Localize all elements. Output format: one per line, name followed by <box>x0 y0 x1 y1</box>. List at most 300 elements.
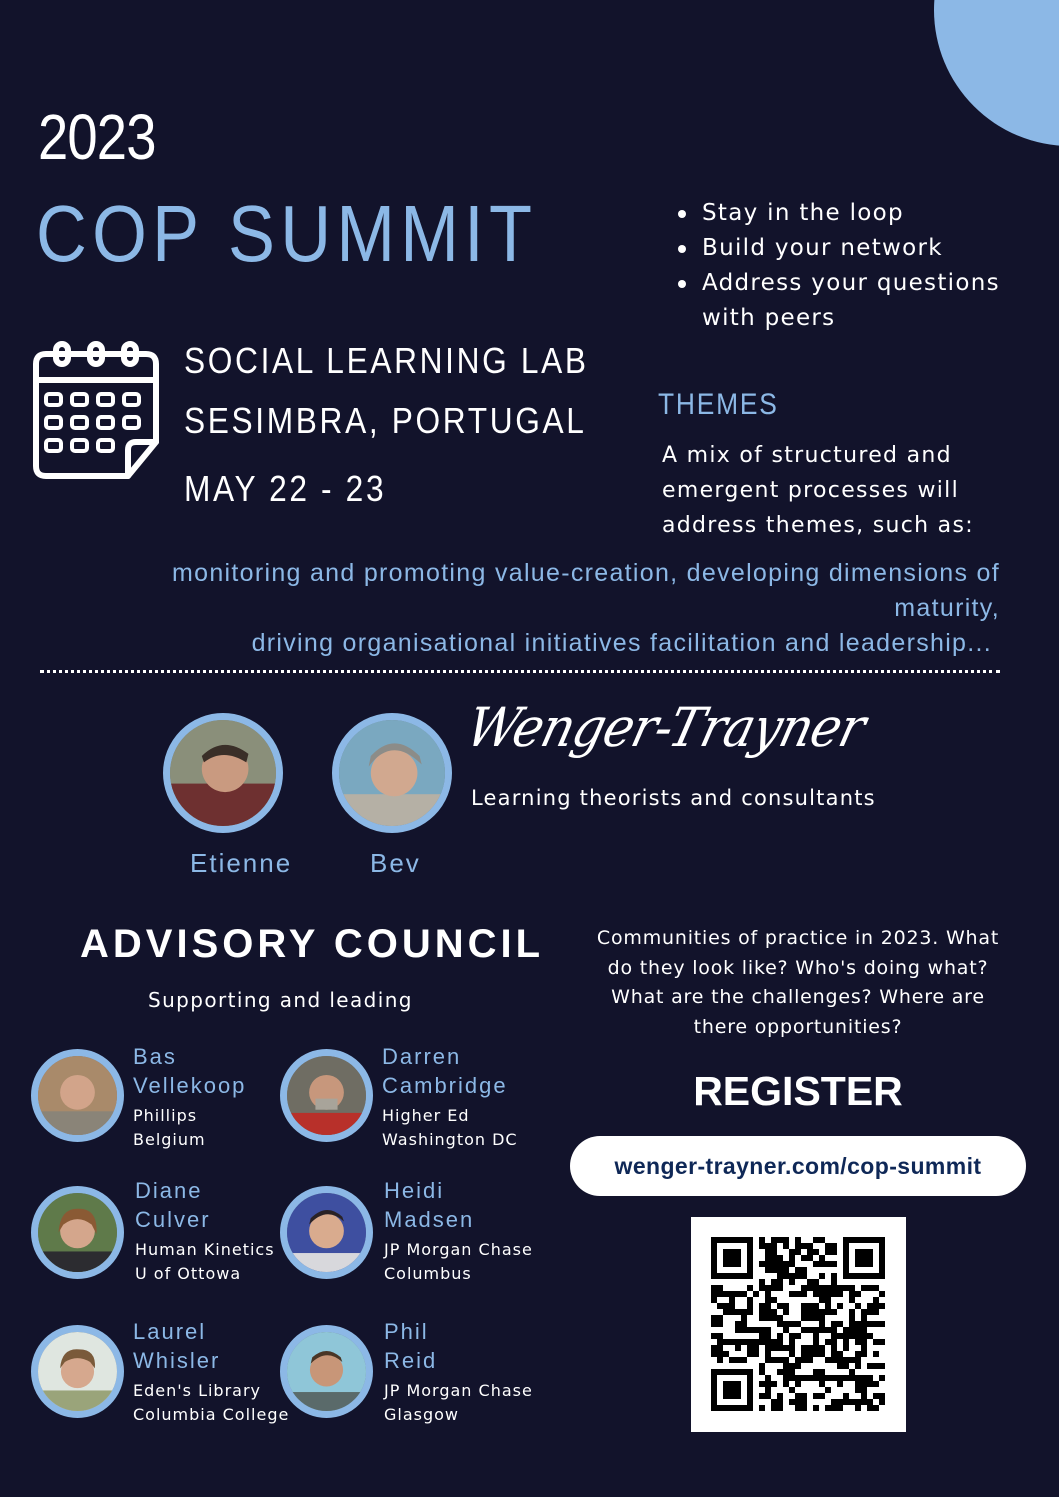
qr-module <box>849 1291 855 1297</box>
qr-module <box>735 1237 741 1243</box>
benefit-item: Address your questions with peers <box>672 266 1032 336</box>
qr-module <box>807 1357 813 1363</box>
qr-module <box>861 1285 867 1291</box>
qr-module <box>795 1291 801 1297</box>
qr-module <box>801 1327 807 1333</box>
qr-module <box>879 1393 885 1399</box>
qr-module <box>861 1273 867 1279</box>
qr-module <box>801 1351 807 1357</box>
qr-module <box>777 1273 783 1279</box>
qr-module <box>747 1297 753 1303</box>
qr-module <box>771 1261 777 1267</box>
qr-module <box>771 1243 777 1249</box>
qr-module <box>873 1363 879 1369</box>
qr-module <box>837 1291 843 1297</box>
qr-module <box>813 1351 819 1357</box>
qr-module <box>825 1291 831 1297</box>
qr-module <box>747 1351 753 1357</box>
qr-module <box>747 1393 753 1399</box>
qr-module <box>843 1273 849 1279</box>
qr-module <box>801 1357 807 1363</box>
qr-module <box>723 1303 729 1309</box>
register-link[interactable]: wenger-trayner.com/cop-summit <box>570 1136 1026 1196</box>
qr-module <box>711 1249 717 1255</box>
qr-module <box>819 1393 825 1399</box>
qr-module <box>867 1375 873 1381</box>
qr-module <box>789 1249 795 1255</box>
qr-module <box>789 1399 795 1405</box>
member-location: Washington DC <box>382 1130 518 1149</box>
qr-module <box>717 1273 723 1279</box>
qr-module <box>723 1381 729 1387</box>
qr-module <box>861 1387 867 1393</box>
qr-module <box>723 1261 729 1267</box>
qr-module <box>867 1309 873 1315</box>
qr-module <box>861 1393 867 1399</box>
qr-module <box>795 1333 801 1339</box>
qr-module <box>861 1309 867 1315</box>
qr-module <box>813 1375 819 1381</box>
council-subheading: Supporting and leading <box>148 988 413 1012</box>
qr-module <box>825 1387 831 1393</box>
qr-module <box>759 1303 765 1309</box>
qr-module <box>741 1291 747 1297</box>
qr-module <box>789 1363 795 1369</box>
qr-module <box>873 1285 879 1291</box>
qr-module <box>723 1255 729 1261</box>
qr-module <box>813 1333 819 1339</box>
qr-module <box>789 1351 795 1357</box>
qr-module <box>765 1285 771 1291</box>
themes-intro: A mix of structured and emergent processes will address themes, such as: <box>662 443 974 538</box>
qr-module <box>813 1345 819 1351</box>
qr-module <box>711 1393 717 1399</box>
qr-module <box>759 1261 765 1267</box>
qr-module <box>771 1309 777 1315</box>
qr-module <box>837 1357 843 1363</box>
qr-module <box>879 1267 885 1273</box>
qr-module <box>723 1393 729 1399</box>
qr-module <box>783 1375 789 1381</box>
qr-module <box>831 1357 837 1363</box>
qr-module <box>717 1315 723 1321</box>
qr-module <box>855 1273 861 1279</box>
qr-module <box>867 1321 873 1327</box>
qr-module <box>819 1261 825 1267</box>
qr-module <box>819 1297 825 1303</box>
qr-module <box>771 1279 777 1285</box>
qr-module <box>879 1237 885 1243</box>
qr-module <box>843 1333 849 1339</box>
qr-module <box>831 1285 837 1291</box>
qr-module <box>717 1339 723 1345</box>
qr-module <box>765 1387 771 1393</box>
member-first-name: Bas <box>133 1044 177 1069</box>
qr-module <box>771 1237 777 1243</box>
qr-module <box>765 1315 771 1321</box>
qr-module <box>831 1405 837 1411</box>
qr-module <box>867 1399 873 1405</box>
qr-module <box>711 1369 717 1375</box>
qr-module <box>747 1255 753 1261</box>
qr-module <box>813 1309 819 1315</box>
qr-module <box>837 1381 843 1387</box>
event-dates: MAY 22 - 23 <box>184 468 387 509</box>
qr-module <box>843 1261 849 1267</box>
qr-module <box>741 1357 747 1363</box>
qr-module <box>831 1243 837 1249</box>
avatar-etienne <box>163 713 283 833</box>
qr-module <box>849 1237 855 1243</box>
qr-module <box>855 1237 861 1243</box>
qr-module <box>831 1273 837 1279</box>
qr-module <box>747 1375 753 1381</box>
qr-module <box>861 1327 867 1333</box>
qr-module <box>807 1351 813 1357</box>
qr-module <box>873 1237 879 1243</box>
qr-module <box>801 1303 807 1309</box>
qr-module <box>849 1375 855 1381</box>
member-organization: JP Morgan Chase <box>384 1381 533 1400</box>
qr-module <box>837 1363 843 1369</box>
qr-module <box>717 1369 723 1375</box>
qr-module <box>843 1249 849 1255</box>
qr-module <box>723 1339 729 1345</box>
qr-module <box>807 1255 813 1261</box>
qr-module <box>735 1357 741 1363</box>
qr-module <box>765 1267 771 1273</box>
member-location: U of Ottowa <box>135 1264 242 1283</box>
qr-module <box>801 1315 807 1321</box>
avatar-bev <box>332 713 452 833</box>
qr-module <box>735 1339 741 1345</box>
qr-module <box>759 1327 765 1333</box>
member-first-name: Diane <box>135 1178 203 1203</box>
qr-module <box>711 1237 717 1243</box>
qr-module <box>783 1327 789 1333</box>
qr-module <box>813 1369 819 1375</box>
qr-module <box>801 1255 807 1261</box>
council-member <box>382 1042 518 1152</box>
qr-module <box>777 1237 783 1243</box>
qr-module <box>735 1291 741 1297</box>
qr-module <box>849 1321 855 1327</box>
qr-module <box>843 1267 849 1273</box>
qr-module <box>735 1387 741 1393</box>
qr-module <box>747 1285 753 1291</box>
qr-module <box>711 1315 717 1321</box>
qr-module <box>849 1285 855 1291</box>
qr-module <box>759 1243 765 1249</box>
qr-module <box>837 1321 843 1327</box>
qr-module <box>855 1351 861 1357</box>
qr-module <box>867 1405 873 1411</box>
benefit-item: Build your network <box>672 231 1032 266</box>
qr-module <box>747 1249 753 1255</box>
qr-module <box>831 1291 837 1297</box>
qr-module <box>843 1399 849 1405</box>
qr-module <box>735 1255 741 1261</box>
qr-module <box>735 1381 741 1387</box>
qr-module <box>759 1285 765 1291</box>
qr-module <box>819 1327 825 1333</box>
hosts-tagline: Learning theorists and consultants <box>471 786 876 810</box>
qr-module <box>801 1267 807 1273</box>
qr-module <box>759 1363 765 1369</box>
qr-module <box>831 1375 837 1381</box>
qr-module <box>747 1369 753 1375</box>
council-member <box>133 1042 246 1152</box>
qr-module <box>819 1273 825 1279</box>
qr-module <box>861 1339 867 1345</box>
qr-module <box>849 1309 855 1315</box>
qr-module <box>765 1333 771 1339</box>
qr-module <box>711 1285 717 1291</box>
qr-module <box>879 1243 885 1249</box>
qr-module <box>711 1321 717 1327</box>
qr-module <box>741 1309 747 1315</box>
summit-intro: Communities of practice in 2023. What do they look like? Who's doing what? What are the challenges? Where are there opportunities? <box>596 927 1000 1038</box>
qr-module <box>741 1273 747 1279</box>
qr-module <box>735 1369 741 1375</box>
qr-module <box>795 1405 801 1411</box>
benefits-list <box>672 196 1032 336</box>
qr-module <box>813 1285 819 1291</box>
avatar-laurel-whisler <box>31 1325 124 1418</box>
qr-module <box>783 1309 789 1315</box>
qr-module <box>861 1375 867 1381</box>
qr-module <box>855 1375 861 1381</box>
event-year: 2023 <box>38 101 156 173</box>
qr-module <box>819 1375 825 1381</box>
qr-module <box>777 1333 783 1339</box>
qr-module <box>771 1249 777 1255</box>
qr-module <box>855 1333 861 1339</box>
qr-module <box>747 1243 753 1249</box>
qr-module <box>717 1357 723 1363</box>
qr-module <box>867 1273 873 1279</box>
council-member <box>133 1317 289 1427</box>
qr-module <box>771 1267 777 1273</box>
qr-module <box>849 1399 855 1405</box>
qr-module <box>789 1261 795 1267</box>
qr-module <box>765 1255 771 1261</box>
host-name: Etienne <box>190 848 293 878</box>
qr-module <box>723 1351 729 1357</box>
qr-module <box>771 1345 777 1351</box>
qr-module <box>771 1357 777 1363</box>
qr-module <box>729 1255 735 1261</box>
qr-module <box>777 1399 783 1405</box>
qr-module <box>855 1399 861 1405</box>
qr-module <box>759 1339 765 1345</box>
qr-module <box>825 1327 831 1333</box>
qr-module <box>813 1261 819 1267</box>
qr-module <box>819 1381 825 1387</box>
qr-module <box>867 1303 873 1309</box>
qr-module <box>729 1339 735 1345</box>
qr-module <box>843 1357 849 1363</box>
qr-module <box>711 1267 717 1273</box>
qr-module <box>837 1405 843 1411</box>
qr-module <box>747 1309 753 1315</box>
qr-module <box>747 1339 753 1345</box>
qr-module <box>765 1291 771 1297</box>
qr-module <box>879 1291 885 1297</box>
qr-module <box>711 1297 717 1303</box>
qr-module <box>765 1327 771 1333</box>
qr-module <box>771 1297 777 1303</box>
qr-module <box>825 1309 831 1315</box>
qr-module <box>789 1387 795 1393</box>
member-last-name: Reid <box>384 1348 438 1373</box>
qr-module <box>843 1345 849 1351</box>
qr-module <box>783 1303 789 1309</box>
qr-module <box>813 1405 819 1411</box>
qr-module <box>723 1291 729 1297</box>
qr-module <box>813 1393 819 1399</box>
qr-module <box>813 1339 819 1345</box>
qr-module <box>855 1261 861 1267</box>
qr-module <box>729 1291 735 1297</box>
council-member <box>135 1176 275 1286</box>
member-location: Columbus <box>384 1264 472 1283</box>
qr-module <box>765 1303 771 1309</box>
qr-module <box>879 1261 885 1267</box>
qr-module <box>879 1375 885 1381</box>
qr-module <box>795 1381 801 1387</box>
qr-module <box>789 1273 795 1279</box>
qr-module <box>711 1399 717 1405</box>
qr-module <box>747 1237 753 1243</box>
member-organization: Human Kinetics <box>135 1240 275 1259</box>
qr-module <box>837 1351 843 1357</box>
council-member <box>384 1317 533 1427</box>
qr-module <box>867 1255 873 1261</box>
member-first-name: Heidi <box>384 1178 445 1203</box>
qr-module <box>819 1321 825 1327</box>
qr-module <box>873 1273 879 1279</box>
member-organization: Phillips <box>133 1106 198 1125</box>
qr-module <box>807 1309 813 1315</box>
qr-module <box>717 1291 723 1297</box>
qr-module <box>717 1351 723 1357</box>
qr-module <box>729 1357 735 1363</box>
qr-module <box>813 1315 819 1321</box>
qr-module <box>777 1261 783 1267</box>
qr-module <box>831 1249 837 1255</box>
qr-module <box>759 1309 765 1315</box>
qr-module <box>831 1321 837 1327</box>
qr-module <box>825 1249 831 1255</box>
calendar-icon <box>30 338 162 484</box>
qr-module <box>855 1249 861 1255</box>
qr-module <box>741 1321 747 1327</box>
qr-module <box>801 1285 807 1291</box>
qr-module <box>849 1315 855 1321</box>
qr-module <box>867 1381 873 1387</box>
qr-module <box>741 1315 747 1321</box>
qr-module <box>807 1243 813 1249</box>
qr-module <box>729 1309 735 1315</box>
qr-module <box>777 1279 783 1285</box>
member-location: Belgium <box>133 1130 206 1149</box>
qr-module <box>831 1345 837 1351</box>
qr-module <box>783 1345 789 1351</box>
qr-module <box>861 1321 867 1327</box>
qr-module <box>735 1327 741 1333</box>
qr-module <box>819 1285 825 1291</box>
qr-module <box>711 1345 717 1351</box>
qr-module <box>813 1249 819 1255</box>
qr-module <box>777 1393 783 1399</box>
qr-module <box>837 1333 843 1339</box>
qr-module <box>747 1273 753 1279</box>
qr-module <box>879 1303 885 1309</box>
qr-module <box>795 1237 801 1243</box>
qr-module <box>777 1255 783 1261</box>
qr-module <box>765 1297 771 1303</box>
qr-module <box>843 1393 849 1399</box>
themes-line: driving organisational initiatives facilitation and leadership... <box>251 629 992 657</box>
qr-module <box>819 1351 825 1357</box>
qr-module <box>867 1333 873 1339</box>
qr-module <box>753 1339 759 1345</box>
qr-module <box>717 1333 723 1339</box>
qr-module <box>771 1381 777 1387</box>
qr-module <box>825 1297 831 1303</box>
qr-module <box>843 1327 849 1333</box>
qr-module <box>765 1357 771 1363</box>
qr-module <box>801 1243 807 1249</box>
qr-module <box>819 1309 825 1315</box>
qr-module <box>735 1405 741 1411</box>
qr-module <box>747 1261 753 1267</box>
qr-module <box>867 1261 873 1267</box>
qr-module <box>729 1249 735 1255</box>
qr-module <box>729 1405 735 1411</box>
qr-module <box>789 1255 795 1261</box>
section-divider <box>40 670 1000 673</box>
qr-module <box>777 1357 783 1363</box>
qr-module <box>711 1273 717 1279</box>
qr-module <box>741 1327 747 1333</box>
qr-module <box>753 1291 759 1297</box>
qr-module <box>867 1237 873 1243</box>
qr-module <box>831 1309 837 1315</box>
qr-module <box>831 1261 837 1267</box>
venue-name: SOCIAL LEARNING LAB <box>184 340 589 381</box>
qr-module <box>723 1369 729 1375</box>
qr-module <box>873 1321 879 1327</box>
qr-module <box>843 1237 849 1243</box>
avatar-phil-reid <box>280 1325 373 1418</box>
qr-module <box>849 1333 855 1339</box>
qr-module <box>879 1339 885 1345</box>
qr-module <box>771 1399 777 1405</box>
qr-module <box>783 1381 789 1387</box>
qr-module <box>765 1375 771 1381</box>
qr-module <box>789 1279 795 1285</box>
qr-module <box>813 1237 819 1243</box>
qr-module <box>873 1351 879 1357</box>
qr-module <box>795 1375 801 1381</box>
qr-module <box>879 1273 885 1279</box>
qr-module <box>843 1363 849 1369</box>
qr-module <box>729 1303 735 1309</box>
qr-module <box>747 1345 753 1351</box>
qr-code[interactable] <box>691 1217 906 1432</box>
